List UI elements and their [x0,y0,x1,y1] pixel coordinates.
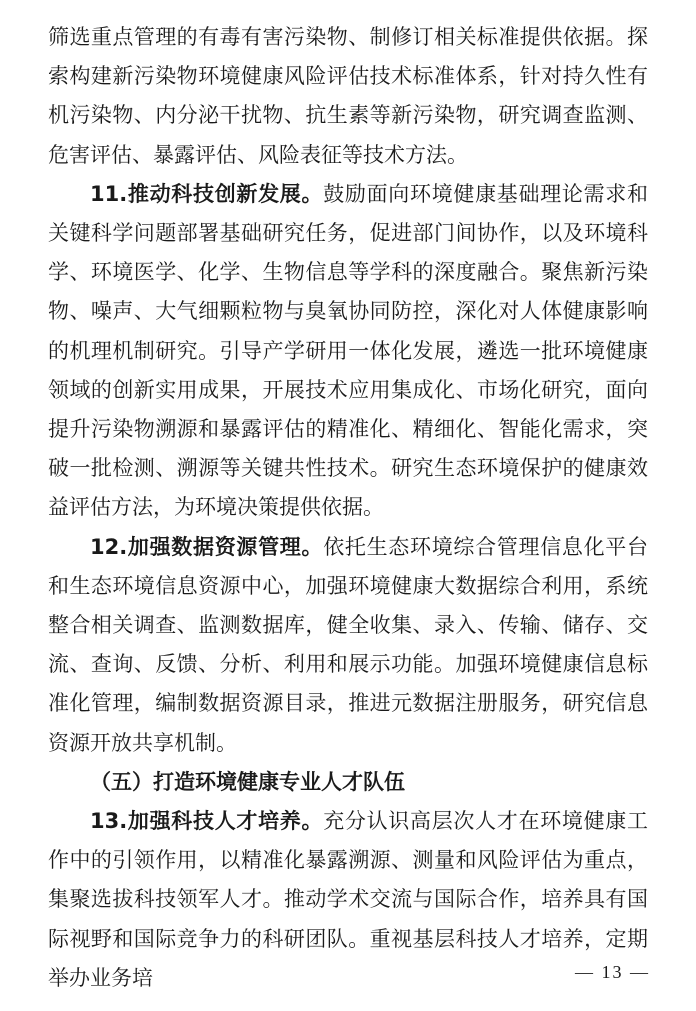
item-heading: 12.加强数据资源管理。 [90,534,324,559]
paragraph-text: 筛选重点管理的有毒有害污染物、制修订相关标准提供依据。探索构建新污染物环境健康风险评估技术标准体系，针对持久性有机污染物、内分泌干扰物、抗生素等新污染物，研究调查监测、危害评估、暴露评估、风险表征等技术方法。 [48,25,648,167]
paragraph-item-12 [48,528,648,763]
item-heading: 13.加强科技人才培养。 [90,809,324,834]
section-heading: （五）打造环境健康专业人才队伍 [90,769,405,794]
paragraph-text: 充分认识高层次人才在环境健康工作中的引领作用，以精准化暴露溯源、测量和风险评估为重点，集聚选拔科技领军人才。推动学术交流与国际合作，培养具有国际视野和国际竞争力的科研团队。重视基层科技人才培养，定期举办业务培 [48,809,649,990]
paragraph-text: 鼓励面向环境健康基础理论需求和关键科学问题部署基础研究任务，促进部门间协作，以及环境科学、环境医学、化学、生物信息等学科的深度融合。聚焦新污染物、噪声、大气细颗粒物与臭氧协同防控，深化对人体健康影响的机理机制研究。引导产学研用一体化发展，遴选一批环境健康领域的创新实用成果，开展技术应用集成化、市场化研究，面向提升污染物溯源和暴露评估的精准化、精细化、智能化需求，突破一批检测、溯源等关键共性技术。研究生态环境保护的健康效益评估方法，为环境决策提供依据。 [48,181,649,520]
page-number: — 13 — [575,962,650,982]
paragraph-item-13 [48,802,648,998]
paragraph-continuation [48,18,648,175]
paragraph-text: 依托生态环境综合管理信息化平台和生态环境信息资源中心，加强环境健康大数据综合利用，系统整合相关调查、监测数据库，健全收集、录入、传输、储存、交流、查询、反馈、分析、利用和展示功能。加强环境健康信息标准化管理，编制数据资源目录，推进元数据注册服务，研究信息资源开放共享机制。 [48,534,649,755]
paragraph-item-11 [48,175,648,528]
item-heading: 11.推动科技创新发展。 [90,181,324,206]
body-text [48,18,648,998]
